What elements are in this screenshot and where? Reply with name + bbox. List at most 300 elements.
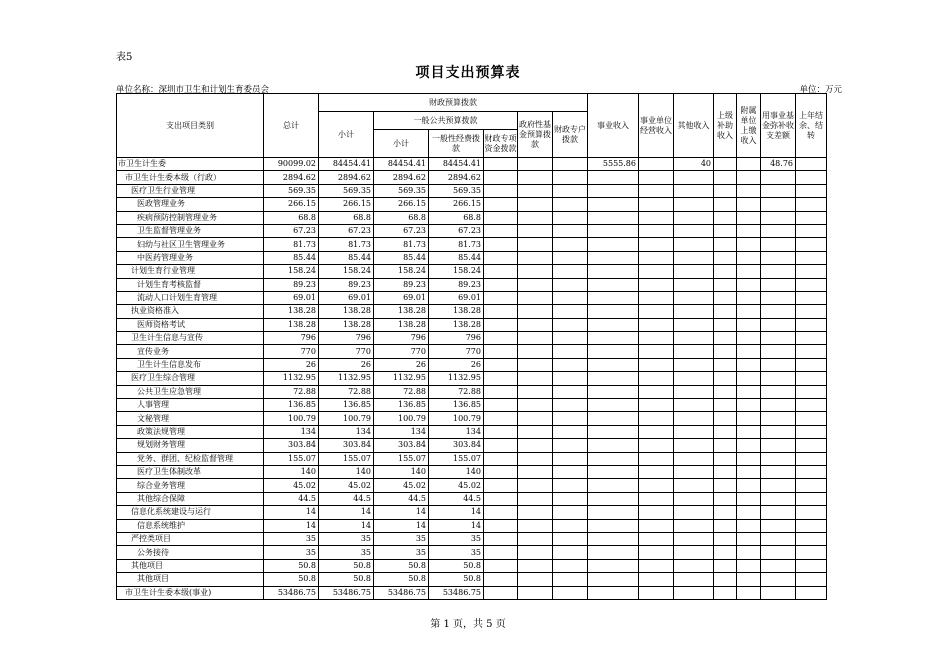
- cell-special-account: [553, 506, 588, 519]
- unit-money: 单位：万元: [799, 85, 842, 95]
- cell-business-income: [588, 425, 639, 438]
- cell-carryover: [796, 399, 827, 412]
- cell-special-account: [553, 399, 588, 412]
- cell-special-fund: [484, 251, 518, 264]
- table-row: [117, 385, 827, 398]
- row-category: 严控类项目: [117, 532, 264, 545]
- row-category: 疾病预防控制管理业务: [117, 211, 264, 224]
- row-category: 综合业务管理: [117, 479, 264, 492]
- cell-gp-subtotal: 158.24: [374, 265, 429, 278]
- cell-other-income: [674, 519, 714, 532]
- cell-special-fund: [484, 573, 518, 586]
- row-category: 医疗卫生综合管理: [117, 372, 264, 385]
- cell-other-income: [674, 198, 714, 211]
- cell-special-account: [553, 224, 588, 237]
- cell-gp-subtotal: 45.02: [374, 479, 429, 492]
- cell-other-income: [674, 211, 714, 224]
- cell-affiliated-income: [737, 251, 761, 264]
- cell-operating-income: [639, 278, 674, 291]
- cell-fiscal-subtotal: 35: [319, 546, 374, 559]
- cell-general-fund: 35: [429, 546, 484, 559]
- table-row: [117, 479, 827, 492]
- cell-special-account: [553, 586, 588, 599]
- cell-general-fund: 85.44: [429, 251, 484, 264]
- cell-carryover: [796, 318, 827, 331]
- cell-gov-fund: [518, 318, 553, 331]
- table-row: [117, 412, 827, 425]
- cell-general-fund: 68.8: [429, 211, 484, 224]
- cell-special-account: [553, 532, 588, 545]
- cell-gov-fund: [518, 532, 553, 545]
- cell-gp-subtotal: 796: [374, 332, 429, 345]
- header-gp-subtotal: 小计: [374, 130, 429, 158]
- cell-general-fund: 303.84: [429, 439, 484, 452]
- cell-special-fund: [484, 238, 518, 251]
- cell-special-fund: [484, 265, 518, 278]
- cell-special-account: [553, 251, 588, 264]
- cell-carryover: [796, 265, 827, 278]
- cell-business-income: [588, 345, 639, 358]
- cell-reserve-fund: [761, 291, 796, 304]
- cell-reserve-fund: [761, 532, 796, 545]
- row-category: 执业资格准入: [117, 305, 264, 318]
- cell-superior-subsidy: [714, 465, 737, 478]
- cell-business-income: [588, 265, 639, 278]
- cell-general-fund: 138.28: [429, 318, 484, 331]
- cell-gov-fund: [518, 171, 553, 184]
- cell-other-income: [674, 532, 714, 545]
- cell-operating-income: [639, 465, 674, 478]
- cell-operating-income: [639, 265, 674, 278]
- cell-carryover: [796, 198, 827, 211]
- table-row: [117, 372, 827, 385]
- cell-reserve-fund: [761, 171, 796, 184]
- cell-other-income: [674, 506, 714, 519]
- cell-special-account: [553, 573, 588, 586]
- cell-carryover: [796, 559, 827, 572]
- cell-general-fund: 67.23: [429, 224, 484, 237]
- cell-fiscal-subtotal: 136.85: [319, 399, 374, 412]
- cell-reserve-fund: [761, 224, 796, 237]
- cell-fiscal-subtotal: 158.24: [319, 265, 374, 278]
- cell-general-fund: 14: [429, 519, 484, 532]
- cell-business-income: [588, 412, 639, 425]
- cell-gov-fund: [518, 573, 553, 586]
- cell-total: 26: [264, 358, 319, 371]
- cell-business-income: [588, 479, 639, 492]
- cell-gov-fund: [518, 305, 553, 318]
- table-row: [117, 184, 827, 197]
- cell-total: 138.28: [264, 305, 319, 318]
- cell-other-income: [674, 224, 714, 237]
- header-operating-income: 事业单位经营收入: [639, 94, 674, 158]
- cell-other-income: [674, 452, 714, 465]
- cell-carryover: [796, 479, 827, 492]
- cell-gp-subtotal: 72.88: [374, 385, 429, 398]
- cell-general-fund: 100.79: [429, 412, 484, 425]
- cell-gp-subtotal: 68.8: [374, 211, 429, 224]
- cell-gp-subtotal: 155.07: [374, 452, 429, 465]
- cell-total: 44.5: [264, 492, 319, 505]
- cell-other-income: [674, 265, 714, 278]
- cell-general-fund: 44.5: [429, 492, 484, 505]
- cell-reserve-fund: [761, 559, 796, 572]
- cell-affiliated-income: [737, 465, 761, 478]
- cell-special-account: [553, 305, 588, 318]
- cell-total: 14: [264, 519, 319, 532]
- row-category: 卫生计生信息与宣传: [117, 332, 264, 345]
- cell-carryover: [796, 332, 827, 345]
- table-row: [117, 465, 827, 478]
- cell-operating-income: [639, 345, 674, 358]
- cell-fiscal-subtotal: 1132.95: [319, 372, 374, 385]
- cell-gov-fund: [518, 492, 553, 505]
- cell-affiliated-income: [737, 439, 761, 452]
- cell-special-account: [553, 465, 588, 478]
- cell-general-fund: 53486.75: [429, 586, 484, 599]
- cell-affiliated-income: [737, 399, 761, 412]
- cell-reserve-fund: [761, 586, 796, 599]
- table-row: [117, 305, 827, 318]
- cell-business-income: [588, 332, 639, 345]
- unit-name: 单位名称：深圳市卫生和计划生育委员会: [116, 85, 270, 95]
- cell-carryover: [796, 224, 827, 237]
- cell-special-fund: [484, 399, 518, 412]
- cell-special-fund: [484, 586, 518, 599]
- cell-carryover: [796, 358, 827, 371]
- cell-special-account: [553, 211, 588, 224]
- header-general-fund: 一般性经费拨款: [429, 130, 484, 158]
- cell-reserve-fund: [761, 519, 796, 532]
- cell-gov-fund: [518, 238, 553, 251]
- row-category: 流动人口计划生育管理: [117, 291, 264, 304]
- table-row: [117, 158, 827, 171]
- cell-affiliated-income: [737, 519, 761, 532]
- cell-special-fund: [484, 358, 518, 371]
- cell-fiscal-subtotal: 138.28: [319, 305, 374, 318]
- cell-reserve-fund: [761, 265, 796, 278]
- cell-fiscal-subtotal: 26: [319, 358, 374, 371]
- cell-gov-fund: [518, 198, 553, 211]
- cell-business-income: [588, 385, 639, 398]
- cell-special-fund: [484, 345, 518, 358]
- row-category: 医疗卫生行业管理: [117, 184, 264, 197]
- cell-general-fund: 50.8: [429, 573, 484, 586]
- cell-fiscal-subtotal: 303.84: [319, 439, 374, 452]
- cell-affiliated-income: [737, 412, 761, 425]
- cell-affiliated-income: [737, 184, 761, 197]
- cell-fiscal-subtotal: 155.07: [319, 452, 374, 465]
- cell-gov-fund: [518, 345, 553, 358]
- cell-special-account: [553, 425, 588, 438]
- table-row: [117, 291, 827, 304]
- cell-fiscal-subtotal: 140: [319, 465, 374, 478]
- cell-total: 68.8: [264, 211, 319, 224]
- cell-operating-income: [639, 238, 674, 251]
- cell-carryover: [796, 171, 827, 184]
- cell-fiscal-subtotal: 35: [319, 532, 374, 545]
- cell-carryover: [796, 452, 827, 465]
- cell-business-income: [588, 506, 639, 519]
- cell-carryover: [796, 439, 827, 452]
- cell-gov-fund: [518, 385, 553, 398]
- cell-business-income: [588, 573, 639, 586]
- row-category: 公务接待: [117, 546, 264, 559]
- row-category: 其他综合保障: [117, 492, 264, 505]
- header-other-income: 其他收入: [674, 94, 714, 158]
- cell-gov-fund: [518, 265, 553, 278]
- cell-general-fund: 2894.62: [429, 171, 484, 184]
- cell-carryover: [796, 506, 827, 519]
- cell-special-fund: [484, 318, 518, 331]
- cell-gp-subtotal: 140: [374, 465, 429, 478]
- cell-special-fund: [484, 546, 518, 559]
- cell-gov-fund: [518, 211, 553, 224]
- cell-gov-fund: [518, 399, 553, 412]
- table-row: [117, 425, 827, 438]
- cell-general-fund: 138.28: [429, 305, 484, 318]
- cell-affiliated-income: [737, 211, 761, 224]
- cell-affiliated-income: [737, 372, 761, 385]
- cell-gp-subtotal: 138.28: [374, 318, 429, 331]
- cell-other-income: [674, 492, 714, 505]
- cell-reserve-fund: [761, 385, 796, 398]
- cell-gp-subtotal: 14: [374, 506, 429, 519]
- cell-affiliated-income: [737, 492, 761, 505]
- cell-other-income: [674, 251, 714, 264]
- table-row: [117, 519, 827, 532]
- cell-operating-income: [639, 479, 674, 492]
- row-category: 信息系统维护: [117, 519, 264, 532]
- cell-gp-subtotal: 44.5: [374, 492, 429, 505]
- cell-carryover: [796, 372, 827, 385]
- cell-affiliated-income: [737, 586, 761, 599]
- cell-other-income: [674, 332, 714, 345]
- cell-carryover: [796, 573, 827, 586]
- cell-superior-subsidy: [714, 198, 737, 211]
- cell-other-income: [674, 345, 714, 358]
- cell-business-income: [588, 399, 639, 412]
- cell-operating-income: [639, 318, 674, 331]
- cell-special-fund: [484, 452, 518, 465]
- row-category: 医政管理业务: [117, 198, 264, 211]
- cell-total: 53486.75: [264, 586, 319, 599]
- cell-superior-subsidy: [714, 358, 737, 371]
- row-category: 市卫生计生委本级(事业): [117, 586, 264, 599]
- header-total: 总计: [264, 94, 319, 158]
- cell-operating-income: [639, 425, 674, 438]
- cell-reserve-fund: [761, 332, 796, 345]
- table-row: [117, 358, 827, 371]
- cell-total: 770: [264, 345, 319, 358]
- cell-special-account: [553, 372, 588, 385]
- cell-affiliated-income: [737, 318, 761, 331]
- cell-gov-fund: [518, 586, 553, 599]
- cell-total: 136.85: [264, 399, 319, 412]
- cell-total: 138.28: [264, 318, 319, 331]
- cell-superior-subsidy: [714, 412, 737, 425]
- cell-affiliated-income: [737, 559, 761, 572]
- cell-superior-subsidy: [714, 559, 737, 572]
- cell-special-fund: [484, 492, 518, 505]
- cell-total: 72.88: [264, 385, 319, 398]
- cell-superior-subsidy: [714, 546, 737, 559]
- cell-total: 2894.62: [264, 171, 319, 184]
- cell-gp-subtotal: 50.8: [374, 573, 429, 586]
- cell-affiliated-income: [737, 479, 761, 492]
- cell-gov-fund: [518, 506, 553, 519]
- row-category: 医疗卫生体制改革: [117, 465, 264, 478]
- cell-fiscal-subtotal: 50.8: [319, 559, 374, 572]
- cell-operating-income: [639, 385, 674, 398]
- cell-general-fund: 89.23: [429, 278, 484, 291]
- cell-gov-fund: [518, 358, 553, 371]
- cell-reserve-fund: [761, 425, 796, 438]
- cell-other-income: [674, 559, 714, 572]
- cell-total: 14: [264, 506, 319, 519]
- cell-superior-subsidy: [714, 318, 737, 331]
- table-row: [117, 532, 827, 545]
- cell-business-income: [588, 238, 639, 251]
- cell-superior-subsidy: [714, 506, 737, 519]
- cell-affiliated-income: [737, 305, 761, 318]
- cell-business-income: [588, 532, 639, 545]
- cell-affiliated-income: [737, 345, 761, 358]
- cell-carryover: [796, 251, 827, 264]
- cell-other-income: [674, 171, 714, 184]
- cell-gp-subtotal: 303.84: [374, 439, 429, 452]
- cell-special-account: [553, 492, 588, 505]
- cell-fiscal-subtotal: 266.15: [319, 198, 374, 211]
- cell-general-fund: 14: [429, 506, 484, 519]
- cell-general-fund: 35: [429, 532, 484, 545]
- cell-gov-fund: [518, 291, 553, 304]
- cell-operating-income: [639, 158, 674, 171]
- cell-operating-income: [639, 171, 674, 184]
- cell-other-income: [674, 573, 714, 586]
- cell-business-income: [588, 224, 639, 237]
- cell-gov-fund: [518, 332, 553, 345]
- cell-gp-subtotal: 81.73: [374, 238, 429, 251]
- row-category: 市卫生计生委本级（行政）: [117, 171, 264, 184]
- cell-gov-fund: [518, 519, 553, 532]
- cell-gov-fund: [518, 251, 553, 264]
- cell-carryover: [796, 412, 827, 425]
- row-category: 公共卫生应急管理: [117, 385, 264, 398]
- cell-gp-subtotal: 69.01: [374, 291, 429, 304]
- cell-business-income: [588, 358, 639, 371]
- cell-special-account: [553, 171, 588, 184]
- cell-general-fund: 1132.95: [429, 372, 484, 385]
- table-row: [117, 546, 827, 559]
- header-fiscal-subtotal: 小计: [319, 112, 374, 158]
- cell-gp-subtotal: 569.35: [374, 184, 429, 197]
- cell-superior-subsidy: [714, 171, 737, 184]
- cell-other-income: [674, 305, 714, 318]
- cell-special-account: [553, 439, 588, 452]
- cell-special-fund: [484, 171, 518, 184]
- cell-special-fund: [484, 332, 518, 345]
- row-category: 党务、群团、纪检监督管理: [117, 452, 264, 465]
- cell-superior-subsidy: [714, 492, 737, 505]
- cell-special-account: [553, 519, 588, 532]
- cell-superior-subsidy: [714, 265, 737, 278]
- cell-superior-subsidy: [714, 345, 737, 358]
- cell-superior-subsidy: [714, 532, 737, 545]
- cell-gp-subtotal: 50.8: [374, 559, 429, 572]
- cell-operating-income: [639, 358, 674, 371]
- cell-superior-subsidy: [714, 251, 737, 264]
- cell-operating-income: [639, 586, 674, 599]
- cell-gov-fund: [518, 158, 553, 171]
- cell-gov-fund: [518, 224, 553, 237]
- cell-general-fund: 69.01: [429, 291, 484, 304]
- cell-fiscal-subtotal: 138.28: [319, 318, 374, 331]
- cell-superior-subsidy: [714, 238, 737, 251]
- cell-business-income: [588, 171, 639, 184]
- cell-reserve-fund: [761, 506, 796, 519]
- cell-other-income: [674, 586, 714, 599]
- cell-fiscal-subtotal: 796: [319, 332, 374, 345]
- cell-total: 89.23: [264, 278, 319, 291]
- cell-gp-subtotal: 67.23: [374, 224, 429, 237]
- cell-carryover: [796, 532, 827, 545]
- cell-other-income: [674, 318, 714, 331]
- cell-gp-subtotal: 35: [374, 532, 429, 545]
- header-business-income: 事业收入: [588, 94, 639, 158]
- cell-special-account: [553, 479, 588, 492]
- header-carryover: 上年结余、结转: [796, 94, 827, 158]
- cell-affiliated-income: [737, 158, 761, 171]
- cell-fiscal-subtotal: 89.23: [319, 278, 374, 291]
- cell-fiscal-subtotal: 68.8: [319, 211, 374, 224]
- cell-special-fund: [484, 465, 518, 478]
- cell-affiliated-income: [737, 358, 761, 371]
- cell-operating-income: [639, 492, 674, 505]
- table-row: [117, 345, 827, 358]
- cell-operating-income: [639, 506, 674, 519]
- cell-special-account: [553, 198, 588, 211]
- cell-special-fund: [484, 412, 518, 425]
- cell-other-income: [674, 278, 714, 291]
- table-row: [117, 224, 827, 237]
- cell-fiscal-subtotal: 69.01: [319, 291, 374, 304]
- header-special-account: 财政专户拨款: [553, 112, 588, 158]
- cell-operating-income: [639, 305, 674, 318]
- cell-operating-income: [639, 559, 674, 572]
- cell-reserve-fund: [761, 358, 796, 371]
- cell-business-income: [588, 211, 639, 224]
- cell-special-account: [553, 332, 588, 345]
- cell-special-account: [553, 158, 588, 171]
- cell-superior-subsidy: [714, 158, 737, 171]
- cell-total: 45.02: [264, 479, 319, 492]
- header-superior-subsidy: 上级补助收入: [714, 94, 737, 158]
- table-row: [117, 198, 827, 211]
- cell-carryover: [796, 385, 827, 398]
- cell-total: 69.01: [264, 291, 319, 304]
- cell-general-fund: 26: [429, 358, 484, 371]
- table-row: [117, 439, 827, 452]
- cell-special-fund: [484, 559, 518, 572]
- table-row: [117, 492, 827, 505]
- page-footer: 第 1 页，共 5 页: [430, 619, 506, 630]
- cell-carryover: [796, 211, 827, 224]
- cell-special-account: [553, 358, 588, 371]
- cell-business-income: [588, 546, 639, 559]
- row-category: 政策法规管理: [117, 425, 264, 438]
- cell-other-income: [674, 238, 714, 251]
